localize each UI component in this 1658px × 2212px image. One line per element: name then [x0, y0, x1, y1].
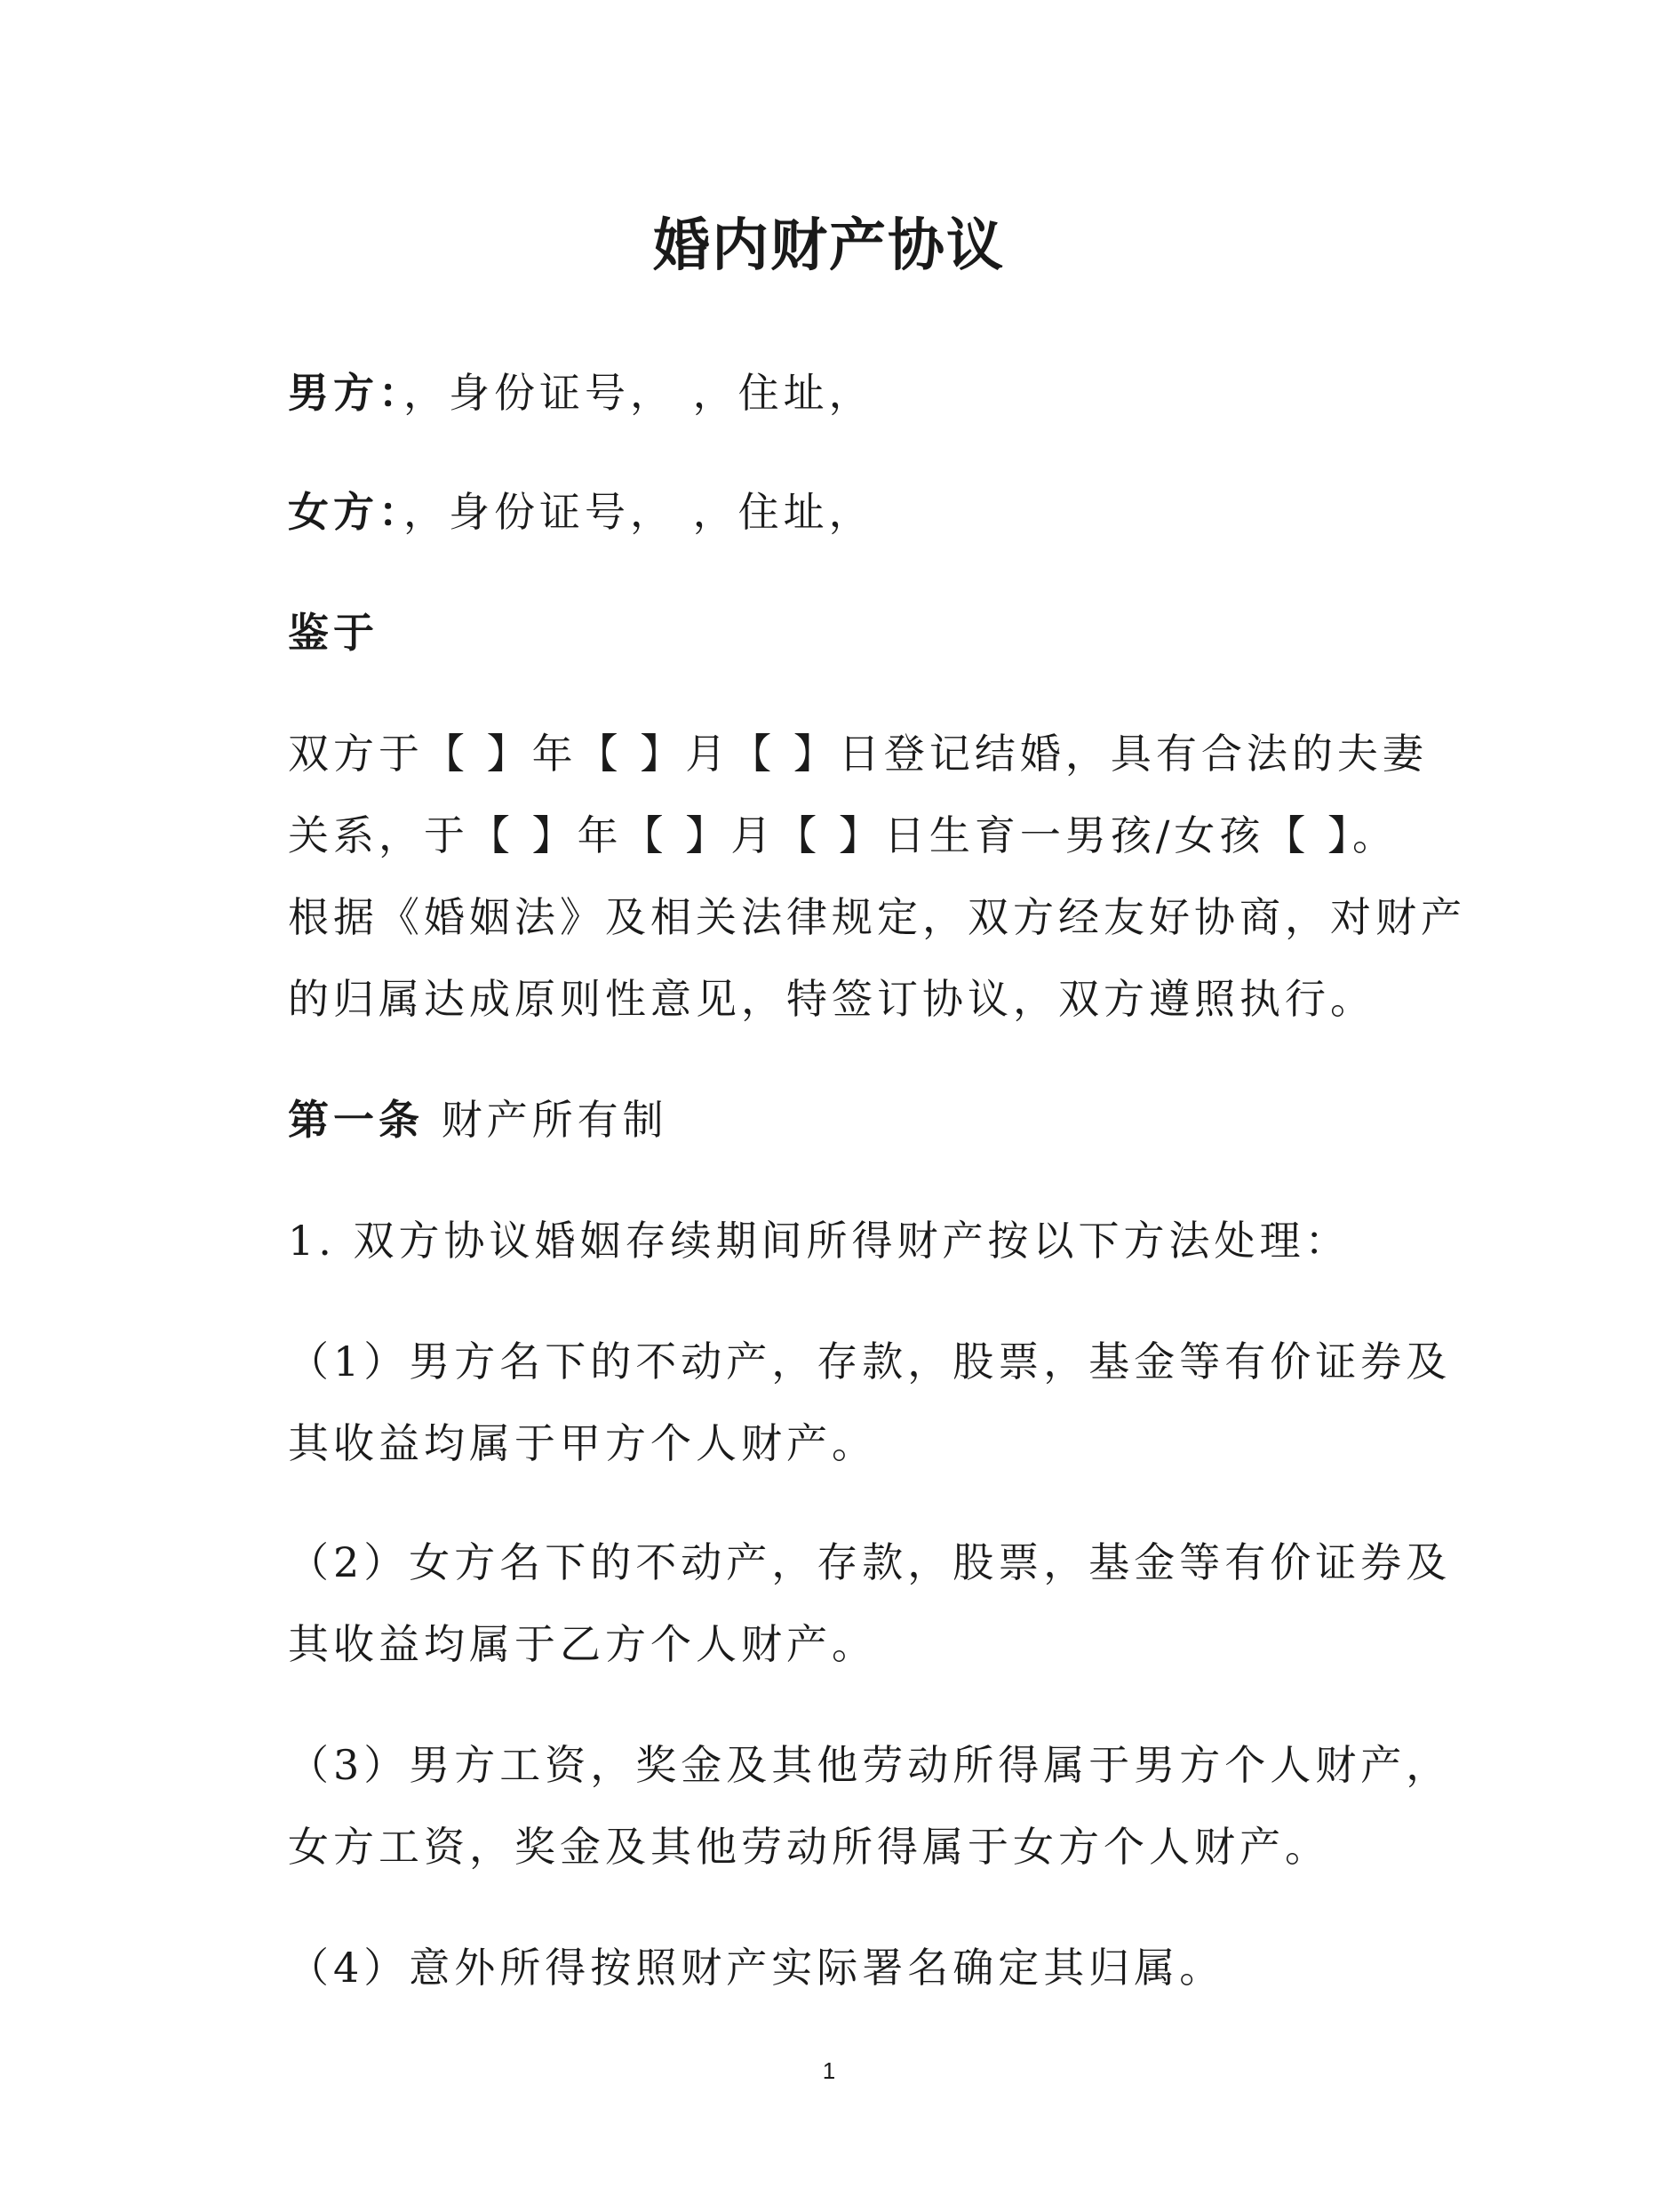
document-title: 婚内财产协议	[653, 212, 1005, 279]
page-number: 1	[822, 2057, 836, 2084]
clause-1: 1. 双方协议婚姻存续期间所得财产按以下方法处理：	[288, 1217, 1351, 1265]
item-3	[288, 1724, 1452, 1888]
article-1-title: 财产所有制	[424, 1096, 668, 1144]
preamble-paragraph	[288, 713, 1466, 1040]
item-line: 女方工资，奖金及其他劳动所得属于女方个人财产。	[288, 1823, 1330, 1871]
article-1-heading	[288, 1079, 1381, 1161]
male-party-label: 男方：	[288, 369, 403, 417]
preamble-line: 双方于【 】年【 】月【 】日登记结婚，具有合法的夫妻	[288, 730, 1428, 778]
preamble-line: 根据《婚姻法》及相关法律规定，双方经友好协商，对财产	[288, 893, 1466, 941]
item-line: （3）男方工资，奖金及其他劳动所得属于男方个人财产，	[288, 1741, 1452, 1789]
female-party-line	[288, 471, 1381, 553]
female-party-label: 女方：	[288, 488, 403, 536]
article-1-label: 第一条	[288, 1096, 424, 1144]
item-line: （1）男方名下的不动产，存款，股票，基金等有价证券及	[288, 1338, 1452, 1385]
male-party-line	[288, 352, 1381, 434]
female-party-details: ，身份证号， ，住址，	[403, 488, 874, 536]
male-party-details: ，身份证号， ，住址，	[403, 369, 874, 417]
item-line: 其收益均属于甲方个人财产。	[288, 1419, 877, 1467]
item-2	[288, 1521, 1452, 1685]
item-line: （2）女方名下的不动产，存款，股票，基金等有价证券及	[288, 1538, 1452, 1586]
preamble-line: 的归属达成原则性意见，特签订协议，双方遵照执行。	[288, 975, 1375, 1023]
item-line: （4）意外所得按照财产实际署名确定其归属。	[288, 1944, 1225, 1992]
item-line: 其收益均属于乙方个人财产。	[288, 1620, 877, 1668]
whereas-heading: 鉴于	[288, 609, 379, 657]
item-4	[288, 1927, 1381, 2008]
preamble-line: 关系，于【 】年【 】月【 】日生育一男孩/女孩【 】。	[288, 811, 1398, 859]
item-1	[288, 1321, 1452, 1484]
